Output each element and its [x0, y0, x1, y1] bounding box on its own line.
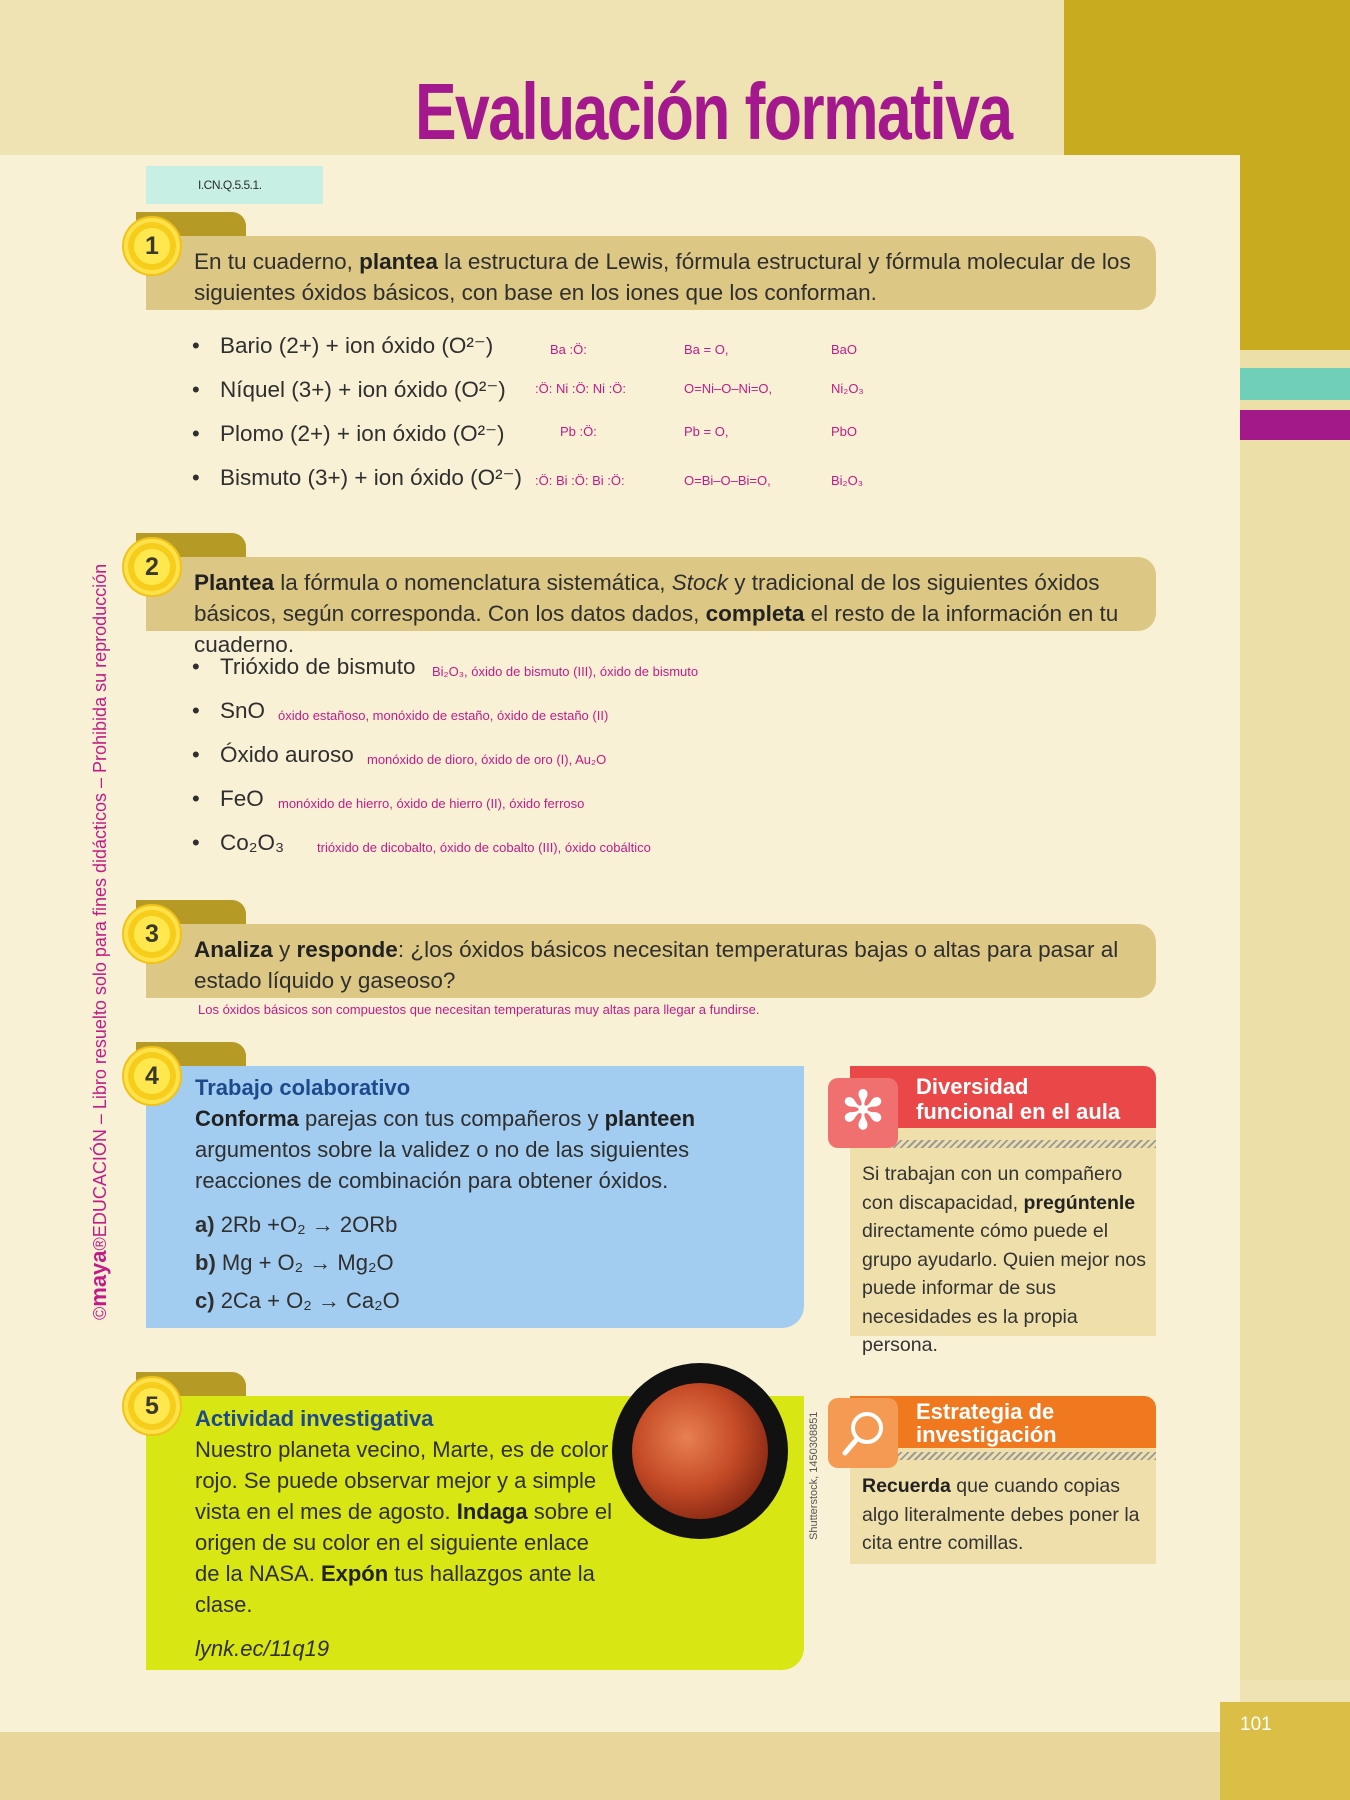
- reaction-item: b) Mg + O₂ → Mg₂O: [195, 1250, 394, 1275]
- bottom-band: [0, 1732, 1350, 1800]
- activity-4-text: Trabajo colaborativo Conforma parejas con tus compañeros y planteen argumentos sobre la validez o no de las siguientes reacciones de combinación para obtener óxidos.: [195, 1072, 793, 1196]
- activity-2-instruction: Plantea la fórmula o nomenclatura sistemática, Stock y tradicional de los siguientes óxidos básicos, según corresponda. Con los datos dados, completa el resto de la información en tu cuaderno.: [146, 557, 1156, 631]
- diversity-text: Si trabajan con un compañero con discapacidad, pregúntenle directamente cómo puede el grupo ayudarlo. Quien mejor nos puede informar de sus necesidades es la propia persona.: [862, 1163, 1146, 1356]
- nomenclature-answer: monóxido de dioro, óxido de oro (I), Au₂O: [367, 752, 607, 767]
- nomenclature-answer: óxido estañoso, monóxido de estaño, óxido de estaño (II): [278, 708, 609, 723]
- activity-number-badge: 4: [122, 1046, 182, 1106]
- hatch-divider: [893, 1452, 1156, 1460]
- diversity-header: Diversidad funcional en el aula: [850, 1066, 1156, 1128]
- reaction-item: c) 2Ca + O₂ → Ca₂O: [195, 1288, 400, 1313]
- lewis-answer: :Ö: Bi :Ö: Bi :Ö:: [535, 473, 625, 488]
- structural-answer: O=Ni–O–Ni=O,: [684, 381, 773, 396]
- activity-number-badge: 3: [122, 904, 182, 964]
- activity-number-badge: 5: [122, 1376, 182, 1436]
- brand-logo: maya: [86, 1250, 111, 1307]
- activity-number-badge: 2: [122, 537, 182, 597]
- nomenclature-answer: Bi₂O₃, óxido de bismuto (III), óxido de bismuto: [432, 664, 699, 679]
- curriculum-code: I.CN.Q.5.5.1.: [146, 166, 323, 204]
- image-credit: Shutterstock, 1450308851: [808, 1411, 820, 1540]
- activity-5-heading: Actividad investigativa: [195, 1406, 434, 1431]
- molecular-answer: PbO: [831, 424, 858, 439]
- activity-3-answer: Los óxidos básicos son compuestos que necesitan temperaturas muy altas para llegar a fundirse.: [198, 1002, 760, 1017]
- magenta-tab: [1240, 410, 1350, 440]
- hatch-divider: [893, 1140, 1156, 1148]
- lewis-answer: Pb :Ö:: [560, 424, 597, 439]
- mars-image: [612, 1363, 788, 1539]
- nomenclature-answer: trióxido de dicobalto, óxido de cobalto (III), óxido cobáltico: [317, 840, 651, 855]
- page-title: Evaluación formativa: [415, 67, 1012, 156]
- teal-tab: [1240, 368, 1350, 400]
- nomenclature-answer: monóxido de hierro, óxido de hierro (II), óxido ferroso: [278, 796, 585, 811]
- molecular-answer: Bi₂O₃: [831, 473, 864, 488]
- nasa-link[interactable]: lynk.ec/11q19: [195, 1636, 330, 1661]
- reaction-item: a) 2Rb +O₂ → 2ORb: [195, 1212, 398, 1237]
- lewis-answer: Ba :Ö:: [550, 342, 587, 357]
- structural-answer: Pb = O,: [684, 424, 729, 439]
- molecular-answer: BaO: [831, 342, 858, 357]
- strategy-header: Estrategia de investigación: [850, 1396, 1156, 1448]
- activity-1-instruction: En tu cuaderno, plantea la estructura de Lewis, fórmula estructural y fórmula molecular de los siguientes óxidos básicos, con base en los iones que los conforman.: [146, 236, 1156, 310]
- activity-number-badge: 1: [122, 216, 182, 276]
- right-strip: [1240, 350, 1350, 1680]
- copyright-text: EDUCACIÓN – Libro resuelto solo para fines didácticos – Prohibida su reproducción: [90, 563, 110, 1238]
- structural-answer: O=Bi–O–Bi=O,: [684, 473, 771, 488]
- lewis-answer: :Ö: Ni :Ö: Ni :Ö:: [535, 381, 627, 396]
- structural-answer: Ba = O,: [684, 342, 729, 357]
- copyright-vertical: ©maya®EDUCACIÓN – Libro resuelto solo para fines didácticos – Prohibida su reproducción: [86, 563, 111, 1320]
- strategy-text: Recuerda que cuando copias algo literalmente debes poner la cita entre comillas.: [862, 1475, 1140, 1554]
- molecular-answer: Ni₂O₃: [831, 381, 864, 396]
- magnifier-icon: [828, 1398, 898, 1468]
- asterisk-flower-icon: ✻: [828, 1078, 898, 1148]
- activity-3-instruction: Analiza y responde: ¿los óxidos básicos necesitan temperaturas bajas o altas para pasar al estado líquido y gaseoso?: [146, 924, 1156, 998]
- page-number: 101: [1240, 1714, 1272, 1735]
- activity-4-heading: Trabajo colaborativo: [195, 1075, 411, 1100]
- activity-5-text: Actividad investigativa Nuestro planeta vecino, Marte, es de color rojo. Se puede observar mejor y a simple vista en el mes de agosto. Indaga sobre el origen de su color en el siguiente enlace de la NASA. Expón tus hallazgos ante la clase.: [195, 1403, 615, 1620]
- mars-globe: [632, 1383, 768, 1519]
